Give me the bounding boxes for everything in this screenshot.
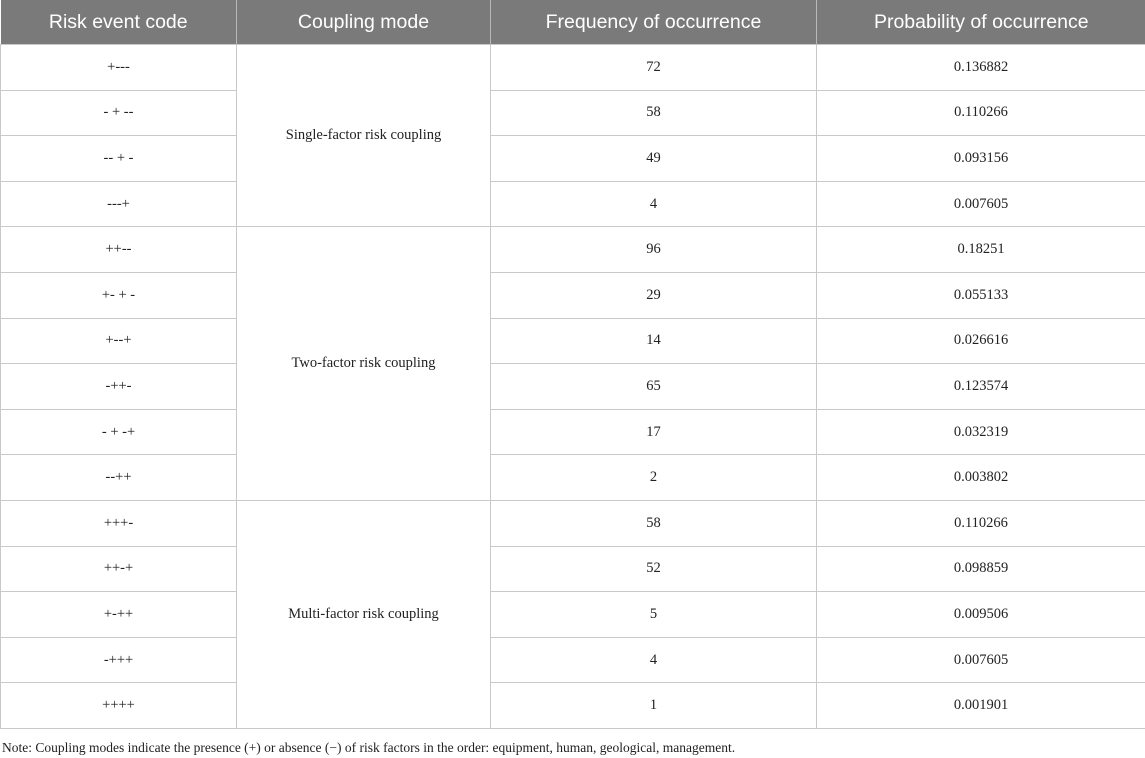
table-row: [1, 227, 1145, 273]
cell-frequency: 5: [491, 592, 817, 638]
cell-risk-event-code: +--+: [1, 318, 237, 364]
cell-risk-event-code: -- + -: [1, 136, 237, 182]
cell-probability: 0.026616: [817, 318, 1145, 364]
cell-frequency: 65: [491, 364, 817, 410]
cell-probability: 0.123574: [817, 364, 1145, 410]
table-row: [1, 592, 1145, 638]
table-row: [1, 455, 1145, 501]
cell-risk-event-code: ---+: [1, 181, 237, 227]
cell-probability: 0.18251: [817, 227, 1145, 273]
cell-frequency: 58: [491, 500, 817, 546]
cell-frequency: 4: [491, 637, 817, 683]
cell-risk-event-code: ++--: [1, 227, 237, 273]
cell-frequency: 49: [491, 136, 817, 182]
header-coupling-mode: Coupling mode: [237, 0, 491, 45]
cell-frequency: 14: [491, 318, 817, 364]
cell-frequency: 29: [491, 272, 817, 318]
cell-coupling-mode: Multi-factor risk coupling: [237, 500, 491, 728]
header-risk-event-code: Risk event code: [1, 0, 237, 45]
cell-risk-event-code: -+++: [1, 637, 237, 683]
cell-probability: 0.007605: [817, 637, 1145, 683]
cell-frequency: 72: [491, 45, 817, 91]
cell-frequency: 4: [491, 181, 817, 227]
cell-risk-event-code: ++-+: [1, 546, 237, 592]
table-row: [1, 181, 1145, 227]
table-row: [1, 500, 1145, 546]
cell-risk-event-code: --++: [1, 455, 237, 501]
cell-frequency: 52: [491, 546, 817, 592]
cell-probability: 0.003802: [817, 455, 1145, 501]
table-note: Note: Coupling modes indicate the presence (+) or absence (−) of risk factors in the order: equipment, human, geological, management.: [2, 740, 736, 755]
cell-probability: 0.136882: [817, 45, 1145, 91]
cell-probability: 0.001901: [817, 683, 1145, 729]
cell-probability: 0.009506: [817, 592, 1145, 638]
cell-risk-event-code: +-++: [1, 592, 237, 638]
header-probability: Probability of occurrence: [817, 0, 1145, 45]
cell-probability: 0.032319: [817, 409, 1145, 455]
table-row: [1, 272, 1145, 318]
table-row: [1, 45, 1145, 91]
cell-frequency: 96: [491, 227, 817, 273]
table-row: [1, 364, 1145, 410]
table-row: [1, 546, 1145, 592]
cell-probability: 0.098859: [817, 546, 1145, 592]
cell-risk-event-code: -++-: [1, 364, 237, 410]
cell-risk-event-code: ++++: [1, 683, 237, 729]
cell-frequency: 1: [491, 683, 817, 729]
cell-frequency: 58: [491, 90, 817, 136]
table-row: [1, 637, 1145, 683]
table-row: [1, 318, 1145, 364]
cell-probability: 0.055133: [817, 272, 1145, 318]
cell-risk-event-code: - + -+: [1, 409, 237, 455]
table-row: [1, 683, 1145, 729]
table-row: [1, 136, 1145, 182]
table-body: [1, 45, 1145, 729]
table-row: [1, 409, 1145, 455]
cell-coupling-mode: Single-factor risk coupling: [237, 45, 491, 227]
table-row: [1, 90, 1145, 136]
cell-risk-event-code: - + --: [1, 90, 237, 136]
cell-frequency: 17: [491, 409, 817, 455]
cell-probability: 0.110266: [817, 90, 1145, 136]
cell-risk-event-code: +++-: [1, 500, 237, 546]
cell-risk-event-code: +- + -: [1, 272, 237, 318]
cell-probability: 0.007605: [817, 181, 1145, 227]
cell-coupling-mode: Two-factor risk coupling: [237, 227, 491, 501]
cell-probability: 0.093156: [817, 136, 1145, 182]
cell-frequency: 2: [491, 455, 817, 501]
header-frequency: Frequency of occurrence: [491, 0, 817, 45]
cell-risk-event-code: +---: [1, 45, 237, 91]
cell-probability: 0.110266: [817, 500, 1145, 546]
table-header-row: [1, 0, 1145, 45]
